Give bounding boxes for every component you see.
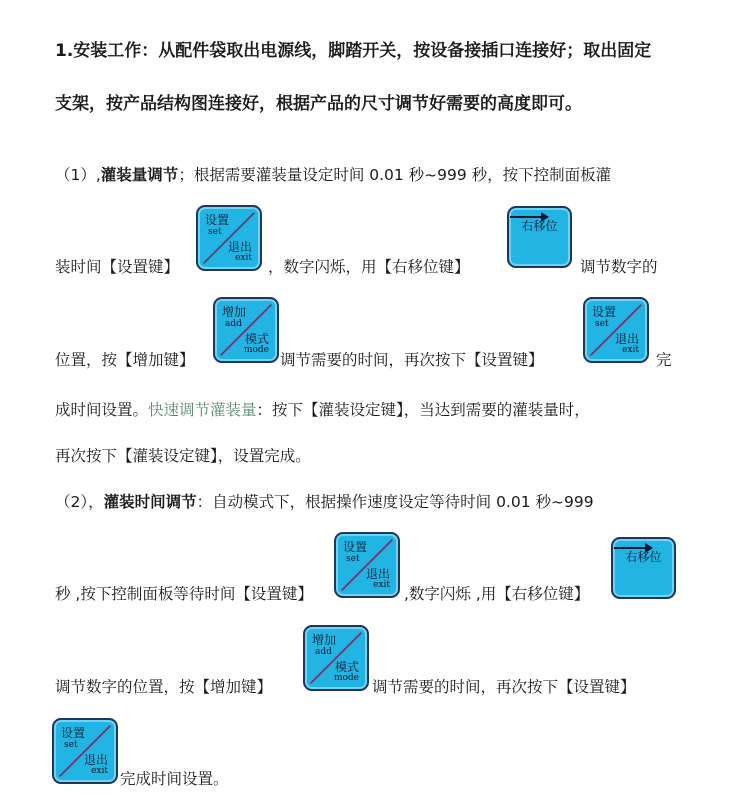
section1-line-1 bbox=[55, 163, 611, 185]
set-key-top: 设置 bbox=[343, 540, 368, 554]
add-key-bottom: 模式 bbox=[334, 660, 359, 674]
section1-title: 灌装量调节 bbox=[100, 166, 179, 184]
set-key-top: 设置 bbox=[61, 726, 86, 740]
set-key-top-en: set bbox=[595, 319, 609, 329]
section2-line3-b: 调节需要的时间，再次按下【设置键】 bbox=[372, 678, 636, 696]
set-key-bottom-en: exit bbox=[622, 345, 639, 355]
set-key-icon bbox=[334, 532, 400, 598]
quick-adjust-label: 快速调节灌装量 bbox=[148, 401, 257, 419]
add-key-icon bbox=[213, 297, 279, 363]
heading-line-1: 1.安装工作：从配件袋取出电源线，脚踏开关，按设备接插口连接好；取出固定 bbox=[55, 41, 652, 61]
section2-title: 灌装时间调节 bbox=[103, 493, 197, 511]
add-key-bottom-en: mode bbox=[243, 345, 269, 355]
set-key-bottom: 退出 bbox=[614, 332, 639, 346]
right-key-label: 右移位 bbox=[521, 219, 558, 233]
set-key-icon bbox=[583, 297, 649, 363]
set-key-top-en: set bbox=[208, 227, 222, 237]
set-key-bottom: 退出 bbox=[83, 753, 108, 767]
set-key-bottom-en: exit bbox=[235, 253, 252, 263]
section1-line-5: 再次按下【灌装设定键】，设置完成。 bbox=[55, 447, 311, 465]
add-key-top: 增加 bbox=[312, 633, 337, 647]
set-key-icon bbox=[52, 718, 118, 784]
section1-prefix: （1）, bbox=[55, 166, 101, 184]
set-key-top: 设置 bbox=[205, 213, 230, 227]
section2-line1-rest: ：自动模式下，根据操作速度设定等待时间 0.01 秒~999 bbox=[196, 493, 594, 511]
set-key-bottom: 退出 bbox=[227, 240, 252, 254]
set-key-top-en: set bbox=[64, 740, 78, 750]
section2-line3-a: 调节数字的位置，按【增加键】 bbox=[55, 678, 273, 696]
right-shift-key-icon bbox=[507, 206, 572, 268]
set-key-bottom: 退出 bbox=[365, 567, 390, 581]
add-key-top: 增加 bbox=[222, 305, 247, 319]
set-key-top-en: set bbox=[346, 554, 360, 564]
section1-line4-a: 成时间设置。 bbox=[55, 401, 149, 419]
section1-line3-c: 完 bbox=[656, 351, 672, 369]
section1-line2-c: 调节数字的 bbox=[580, 258, 658, 276]
section2-prefix: （2）， bbox=[55, 493, 104, 511]
section1-line3-a: 位置，按【增加键】 bbox=[55, 351, 195, 369]
section2-line-1 bbox=[55, 490, 594, 512]
section1-line1-rest: ；根据需要灌装量设定时间 0.01 秒~999 秒，按下控制面板灌 bbox=[178, 166, 612, 184]
add-key-top-en: add bbox=[225, 319, 242, 329]
section1-line-4 bbox=[55, 398, 590, 420]
section1-line2-a: 装时间【设置键】 bbox=[55, 258, 180, 276]
section1-line3-b: 调节需要的时间，再次按下【设置键】 bbox=[280, 351, 544, 369]
right-shift-key-icon bbox=[611, 537, 676, 599]
set-key-icon bbox=[196, 205, 262, 271]
section1-line2-b: ，数字闪烁，用【右移位键】 bbox=[268, 258, 470, 276]
section2-line2-a: 秒 ,按下控制面板等待时间【设置键】 bbox=[55, 585, 313, 603]
add-key-icon bbox=[303, 625, 369, 691]
section2-line-4: 完成时间设置。 bbox=[120, 770, 229, 788]
heading-line-2: 支架，按产品结构图连接好，根据产品的尺寸调节好需要的高度即可。 bbox=[55, 94, 582, 114]
set-key-bottom-en: exit bbox=[91, 766, 108, 776]
add-key-bottom: 模式 bbox=[244, 332, 269, 346]
right-key-label: 右移位 bbox=[625, 550, 662, 564]
set-key-top: 设置 bbox=[592, 305, 617, 319]
add-key-bottom-en: mode bbox=[333, 673, 359, 683]
set-key-bottom-en: exit bbox=[373, 580, 390, 590]
section1-line4-c: ：按下【灌装设定键】，当达到需要的灌装量时， bbox=[256, 401, 590, 419]
section2-line2-b: ,数字闪烁 ,用【右移位键】 bbox=[404, 585, 590, 603]
add-key-top-en: add bbox=[315, 647, 332, 657]
